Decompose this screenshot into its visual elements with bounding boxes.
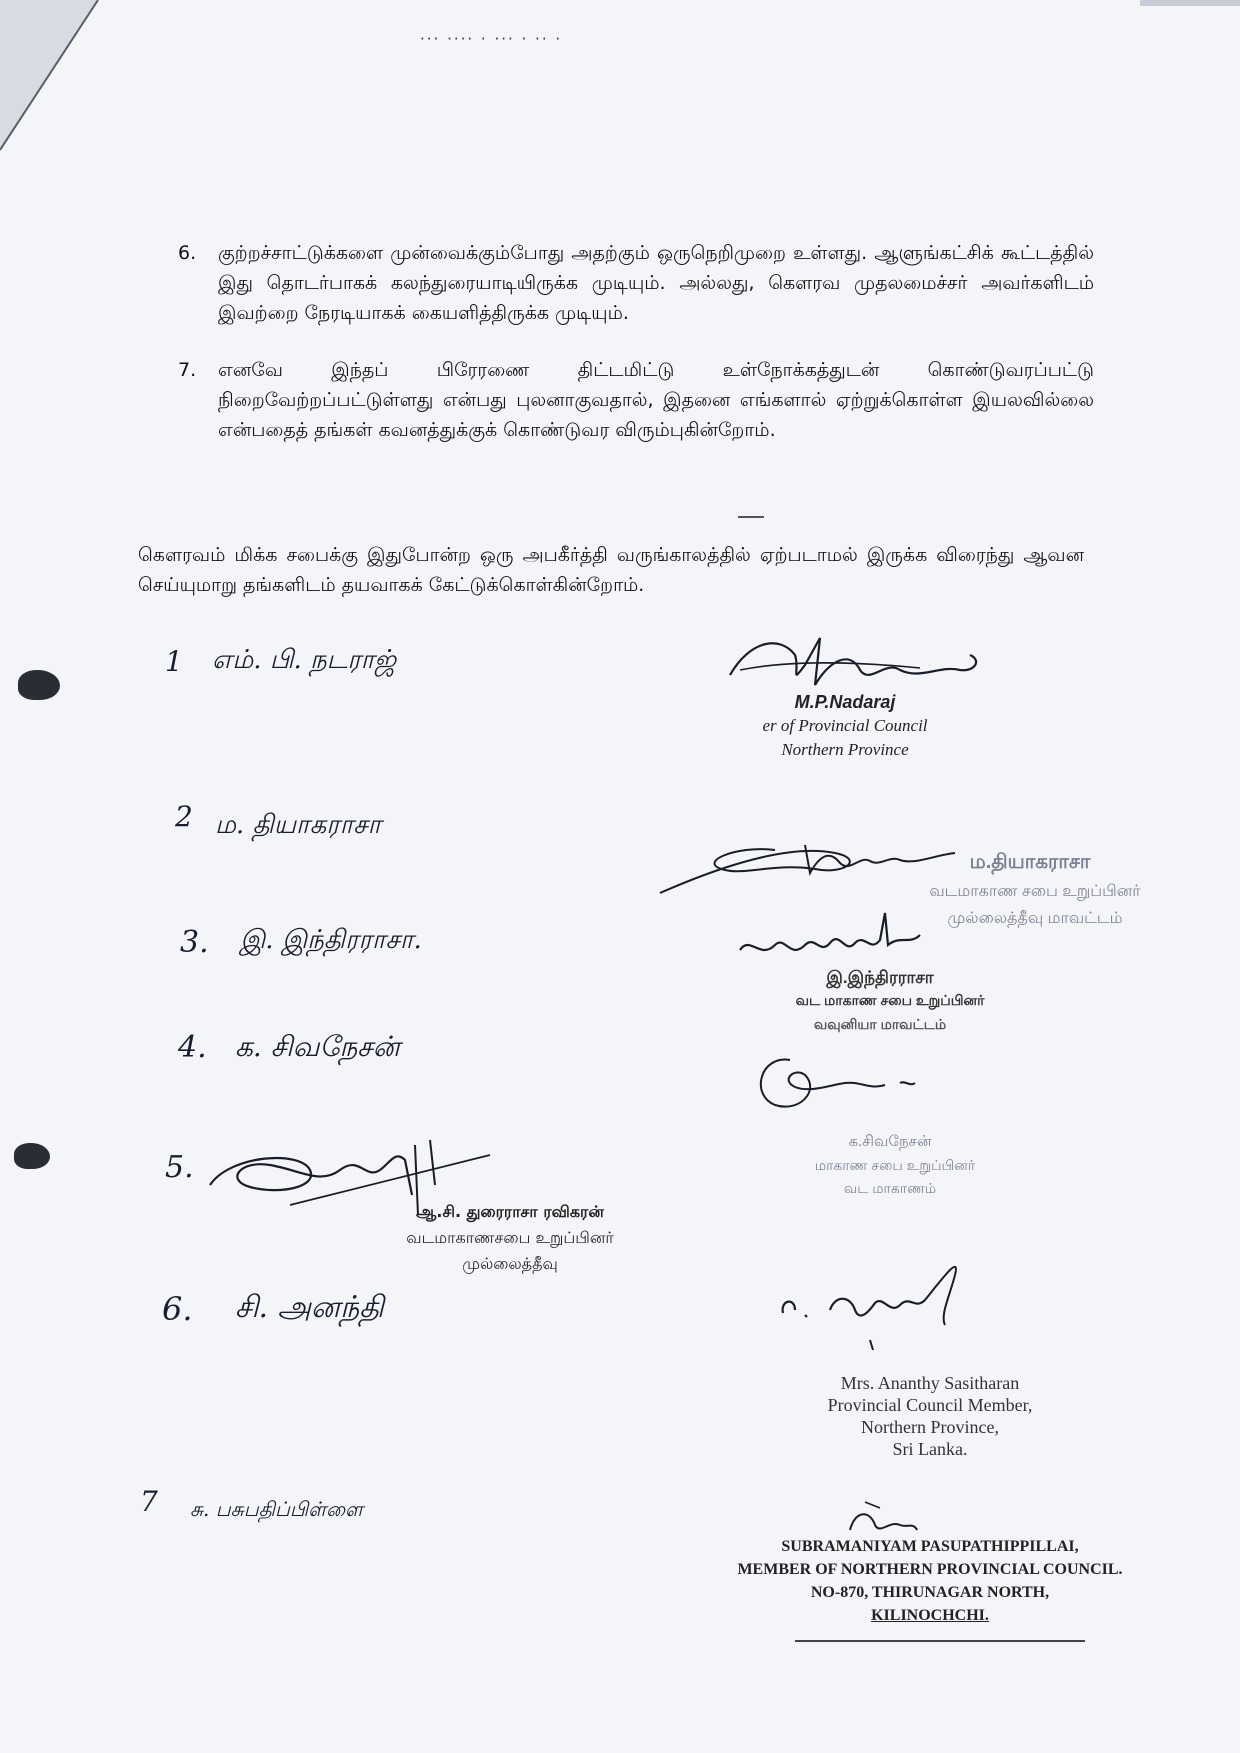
stamp-line: er of Provincial Council <box>762 716 928 735</box>
signatory-name-handwritten: சு. பசுபதிப்பிள்ளை <box>190 1497 364 1521</box>
ink-blot <box>14 1143 50 1169</box>
stamp-line: வட மாகாணம் <box>843 1180 937 1196</box>
stamp-line: முல்லைத்தீவு மாவட்டம் <box>947 910 1123 927</box>
stamp-line: KILINOCHCHI. <box>871 1607 989 1624</box>
signatory-name-handwritten: ம. தியாகராசா <box>215 810 382 840</box>
signatory-number: 1 <box>165 645 183 678</box>
signatory-number: 5. <box>165 1150 194 1185</box>
signatory-name-handwritten: இ. இந்திரராசா. <box>240 925 422 955</box>
ink-blot <box>18 670 60 700</box>
stamp-line: Provincial Council Member, <box>827 1395 1033 1415</box>
closing-paragraph: கௌரவம் மிக்க சபைக்கு இதுபோன்ற ஒரு அபகீர்த்தி வருங்காலத்தில் ஏற்படாமல் இருக்க விரைந்து ஆவன செய்யுமாறு தங்களிடம் தயவாகக் கேட்டுக்கொள்கின்றோம். <box>138 544 1084 596</box>
list-item <box>178 355 1094 451</box>
stamp-name: ம.தியாகராசா <box>969 851 1091 873</box>
stamp-name: இ.இந்திரராசா <box>826 968 934 987</box>
folded-corner <box>0 0 120 160</box>
stamp-line: MEMBER OF NORTHERN PROVINCIAL COUNCIL. <box>737 1561 1123 1578</box>
stamp-name: ஆ.சி. துரைராசா ரவிகரன் <box>416 1202 604 1221</box>
item-text: குற்றச்சாட்டுக்களை முன்வைக்கும்போது அதற்கும் ஒருநெறிமுறை உள்ளது. ஆளுங்கட்சிக் கூட்டத்தில் இது தொடர்பாகக் கலந்துரையாடியிருக்க முடியும். அல்லது, கௌரவ முதலமைச்சர் அவர்களிடம் இவற்றை நேரடியாகக் கையளித்திருக்க முடியும். <box>218 242 1094 324</box>
stamp-line: வட மாகாண சபை உறுப்பினர் <box>795 992 985 1008</box>
stamp-line: வவுனியா மாவட்டம் <box>813 1016 947 1032</box>
signatory-name-handwritten: சி. அனந்தி <box>235 1290 384 1325</box>
stamp-name: Mrs. Ananthy Sasitharan <box>840 1373 1020 1393</box>
stamp-line: வடமாகாணசபை உறுப்பினர் <box>406 1228 614 1247</box>
signature-7 <box>845 1500 925 1540</box>
signatory-number: 3. <box>180 925 209 960</box>
stamp-line: முல்லைத்தீவு <box>462 1254 558 1273</box>
stamp-1 <box>720 690 970 762</box>
stamp-line: Northern Province, <box>861 1417 999 1437</box>
stamp-name: க.சிவநேசன் <box>848 1133 932 1150</box>
stamp-7 <box>690 1535 1170 1627</box>
stamp-name: M.P.Nadaraj <box>794 692 896 712</box>
stamp-line: வடமாகாண சபை உறுப்பினர் <box>929 883 1141 900</box>
item-text: எனவே இந்தப் பிரேரணை திட்டமிட்டு உள்நோக்கத்துடன் கொண்டுவரப்பட்டு நிறைவேற்றப்பட்டுள்ளது என்பது புலனாகுவதால், இதனை எங்களால் ஏற்றுக்கொள்ள இயலவில்லை என்பதைத் தங்கள் கவனத்துக்குக் கொண்டுவர விரும்புகின்றோம். <box>218 359 1094 441</box>
item-number: 7. <box>178 359 197 381</box>
item-number: 6. <box>178 242 197 264</box>
signatory-name-handwritten: எம். பி. நடராஜ் <box>212 645 397 675</box>
stamp-name: SUBRAMANIYAM PASUPATHIPPILLAI, <box>781 1538 1079 1555</box>
stray-mark <box>738 516 764 518</box>
stamp-line: Sri Lanka. <box>892 1439 968 1459</box>
signatory-name-handwritten: க. சிவநேசன் <box>235 1030 400 1063</box>
stamp-5 <box>360 1199 660 1277</box>
stamp-line: NO-870, THIRUNAGAR NORTH, <box>810 1584 1050 1601</box>
signatory-number: 2 <box>175 800 193 833</box>
stamp-6 <box>780 1372 1080 1460</box>
signature-4 <box>750 1045 950 1115</box>
stamp-line: Northern Province <box>781 740 909 759</box>
cut-off-header-line: ··· ···· · ··· · ·· · <box>420 30 563 44</box>
signatory-number: 4. <box>178 1030 207 1065</box>
top-edge-shadow <box>1140 0 1240 20</box>
signatory-number: 6. <box>162 1290 193 1328</box>
signatory-number: 7 <box>140 1485 158 1518</box>
stamp-line: மாகாண சபை உறுப்பினர் <box>814 1157 976 1173</box>
divider <box>795 1640 1085 1642</box>
signature-6 <box>775 1255 985 1365</box>
signature-3 <box>730 905 950 965</box>
list-item <box>178 238 1094 334</box>
